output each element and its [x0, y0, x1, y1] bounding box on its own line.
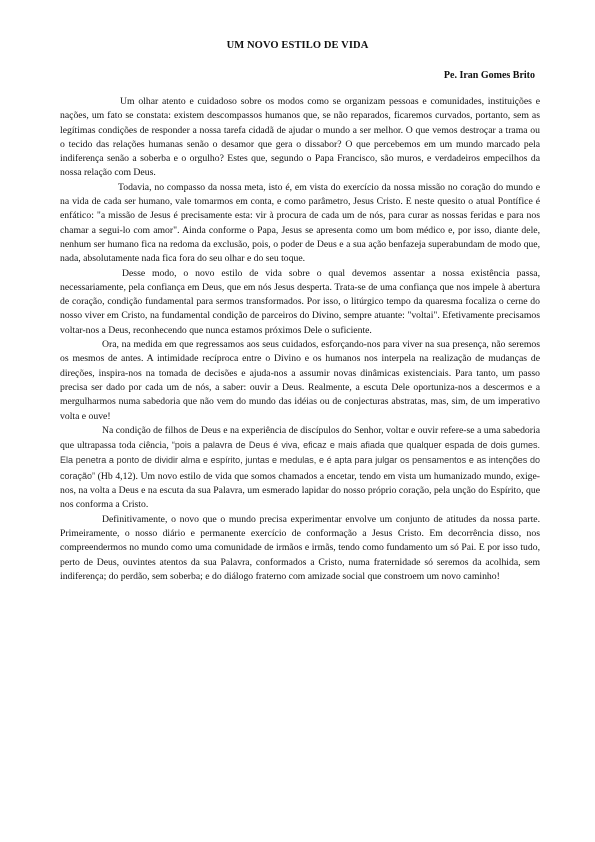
paragraph-1: Um olhar atento e cuidadoso sobre os modos como se organizam pessoas e comunidades, instituições e nações, um fato se constata: existem descompassos humanos que, se não reparados, ficaremos curvados, portanto, sem as legítimas condições de responder a nossa tarefa cidadã de ajudar o mundo a ser melhor. O que vemos destroçar a trama ou o tecido das relações humanas senão o desamor que gera o dissabor? O que percebemos em um mundo marcado pela indiferença senão a soberba e o orgulho? Estes que, segundo o Papa Francisco, são muros, e verdadeiros empecilhos da nossa relação com Deus.: [60, 96, 540, 179]
paragraph-3: Desse modo, o novo estilo de vida sobre o qual devemos assentar a nossa existência passa, necessariamente, pela confiança em Deus, que em nós Jesus desperta. Trata-se de uma confiança que nos impele à abertura de coração, condição fundamental para sermos transformados. Por isso, o litúrgico tempo da quaresma focaliza o cerne do nosso viver em Cristo, na fundamental condição de parceiros do Divino, sempre atuante: "voltai". Efetivamente precisamos voltar-nos a Deus, reconhecendo que nunca estamos próximos Dele o suficiente.: [60, 267, 540, 336]
paragraph-6: Definitivamente, o novo que o mundo precisa experimentar envolve um conjunto de atitudes da nossa parte. Primeiramente, o nosso diário e permanente exercício de conformação a Jesus Cristo. Em decorrência disso, nos compreendermos no mundo como uma comunidade de irmãos e irmãs, tendo como fundamento um só Pai. E por isso tudo, perto de Deus, ouvintes atentos da sua Palavra, conformados a Cristo, numa fraternidade só seremos da acolhida, sem indiferença; do perdão, sem soberba; e do diálogo fraterno com amizade social que constroem um novo caminho!: [60, 513, 540, 582]
page-title: UM NOVO ESTILO DE VIDA: [226, 40, 369, 51]
document-body: [60, 95, 540, 584]
paragraph-2: Todavia, no compasso da nossa meta, isto é, em vista do exercício da nossa missão no coração do mundo e na vida de cada ser humano, vale tomarmos em conta, e como parâmetro, Jesus Cristo. E neste quesito o atual Pontífice é enfático: "a missão de Jesus é precisamente esta: vir à procura de cada um de nós, para curar as nossas feridas e para nos chamar a segui-lo com amor". Ainda conforme o Papa, Jesus se apresenta como um bom médico e, por isso, diante dele, nenhum ser humano fica na redoma da exclusão, pois, o poder de Deus e a sua ação benfazeja superabundam de modo que, nada, absolutamente nada fica fora do seu olhar e do seu toque.: [60, 181, 540, 265]
paragraph-4: Ora, na medida em que regressamos aos seus cuidados, esforçando-nos para viver na sua presença, não seremos os mesmos de antes. A intimidade recíproca entre o Divino e os humanos nos interpela na realização de mudanças de direções, inspira-nos na tomada de decisões e ajuda-nos a assumir novas dinâmicas existenciais. Para tanto, um passo precisa ser dado por cada um de nós, a saber: ouvir a Deus. Realmente, a escuta Dele oportuniza-nos a descermos e a mergulharmos numa sabedoria que não vem do mundo das idéias ou de conjecturas abstratas, mas, sim, de um imperativo volta e ouve!: [60, 339, 540, 422]
paragraph-5-intro: Na condição de filhos de Deus e na experiência de discípulos do Senhor, voltar e ouvir refere-se a uma sabedoria que ultrapassa toda ciência,: [60, 424, 540, 452]
paragraph-5: [60, 424, 540, 513]
scripture-quote: “pois a palavra de Deus é viva, eficaz e mais afiada que qualquer espada de dois gumes. Ela penetra a ponto de dividir alma e espírito, juntas e medulas, e é apta para julgar os pensamentos e as intenções do coração”: [60, 440, 540, 481]
author-name: Pe. Iran Gomes Brito: [443, 70, 535, 81]
paragraph-5-conclusion: (Hb 4,12). Um novo estilo de vida que somos chamados a encetar, tendo em vista um humanizado mundo, exige-nos, na volta a Deus e na escuta da sua Palavra, um esmerado lapidar do nosso próprio coração, pela unção do Espírito, que nos conforma a Cristo.: [60, 470, 540, 511]
